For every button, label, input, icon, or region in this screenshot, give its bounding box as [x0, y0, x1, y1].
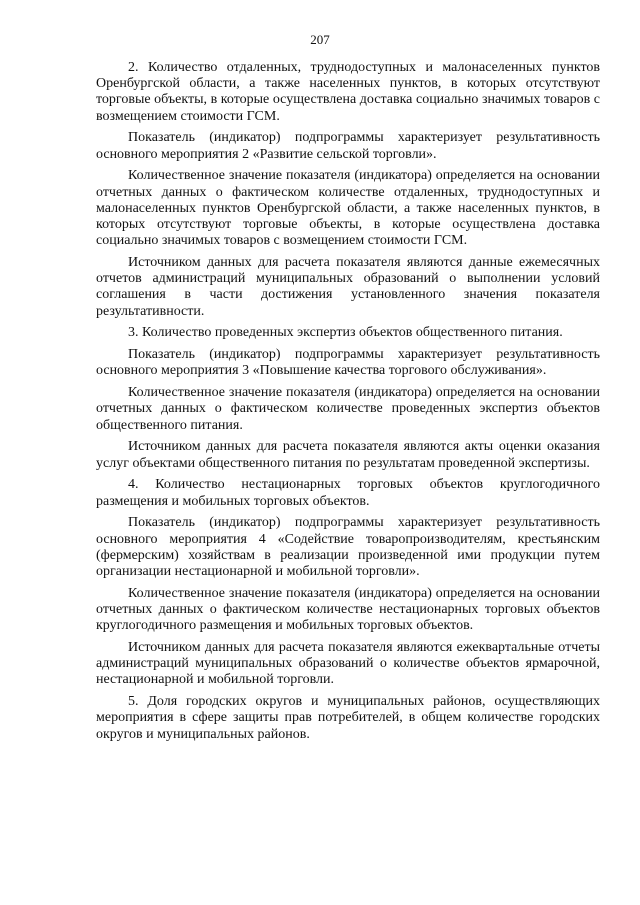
paragraph-source-2: Источником данных для расчета показателя являются данные ежемесячных отчетов администраций муниципальных образований о выполнении условий соглашения в части достижения установленного значения показателя результативности. [96, 255, 600, 319]
paragraph-indicator-2: Показатель (индикатор) подпрограммы характеризует результативность основного мероприятия 2 «Развитие сельской торговли». [96, 130, 600, 162]
paragraph-item-2-title: 2. Количество отдаленных, труднодоступных и малонаселенных пунктов Оренбургской области, а также населенных пунктов, в которых отсутствуют торговые объекты, в которые осуществлена доставка социально значимых товаров с возмещением стоимости ГСМ. [96, 60, 600, 124]
paragraph-value-4: Количественное значение показателя (индикатора) определяется на основании отчетных данных о фактическом количестве нестационарных торговых объектов круглогодичного размещения и мобильных торговых объектов. [96, 585, 600, 634]
paragraph-item-5-title: 5. Доля городских округов и муниципальных районов, осуществляющих мероприятия в сфере защиты прав потребителей, в общем количестве городских округов и муниципальных районов. [96, 694, 600, 742]
paragraph-value-3: Количественное значение показателя (индикатора) определяется на основании отчетных данных о фактическом количестве проведенных экспертиз объектов общественного питания. [96, 385, 600, 433]
paragraph-value-2: Количественное значение показателя (индикатора) определяется на основании отчетных данных о фактическом количестве отдаленных, труднодоступных и малонаселенных пунктов Оренбургской области, а также населенных пунктов, в которых отсутствуют торговые объекты, в которые осуществлена доставка социально значимых товаров с возмещением стоимости ГСМ. [96, 168, 600, 249]
paragraph-source-4: Источником данных для расчета показателя являются ежеквартальные отчеты администраций муниципальных образований о количестве объектов ярмарочной, нестационарной и мобильной торговли. [96, 640, 600, 688]
page-number: 207 [310, 32, 330, 47]
paragraph-indicator-3: Показатель (индикатор) подпрограммы характеризует результативность основного мероприятия 3 «Повышение качества торгового обслуживания». [96, 347, 600, 379]
paragraph-item-4-title: 4. Количество нестационарных торговых объектов круглогодичного размещения и мобильных торговых объектов. [96, 477, 600, 509]
paragraph-source-3: Источником данных для расчета показателя являются акты оценки оказания услуг объектами общественного питания по результатам проведенной экспертизы. [96, 439, 600, 471]
document-body [96, 60, 600, 748]
paragraph-indicator-4: Показатель (индикатор) подпрограммы характеризует результативность основного мероприятия 4 «Содействие товаропроизводителям, крестьянским (фермерским) хозяйствам в реализации произведенной ими продукции путем организации нестационарной и мобильной торговли». [96, 515, 600, 580]
paragraph-item-3-title: 3. Количество проведенных экспертиз объектов общественного питания. [128, 325, 563, 341]
